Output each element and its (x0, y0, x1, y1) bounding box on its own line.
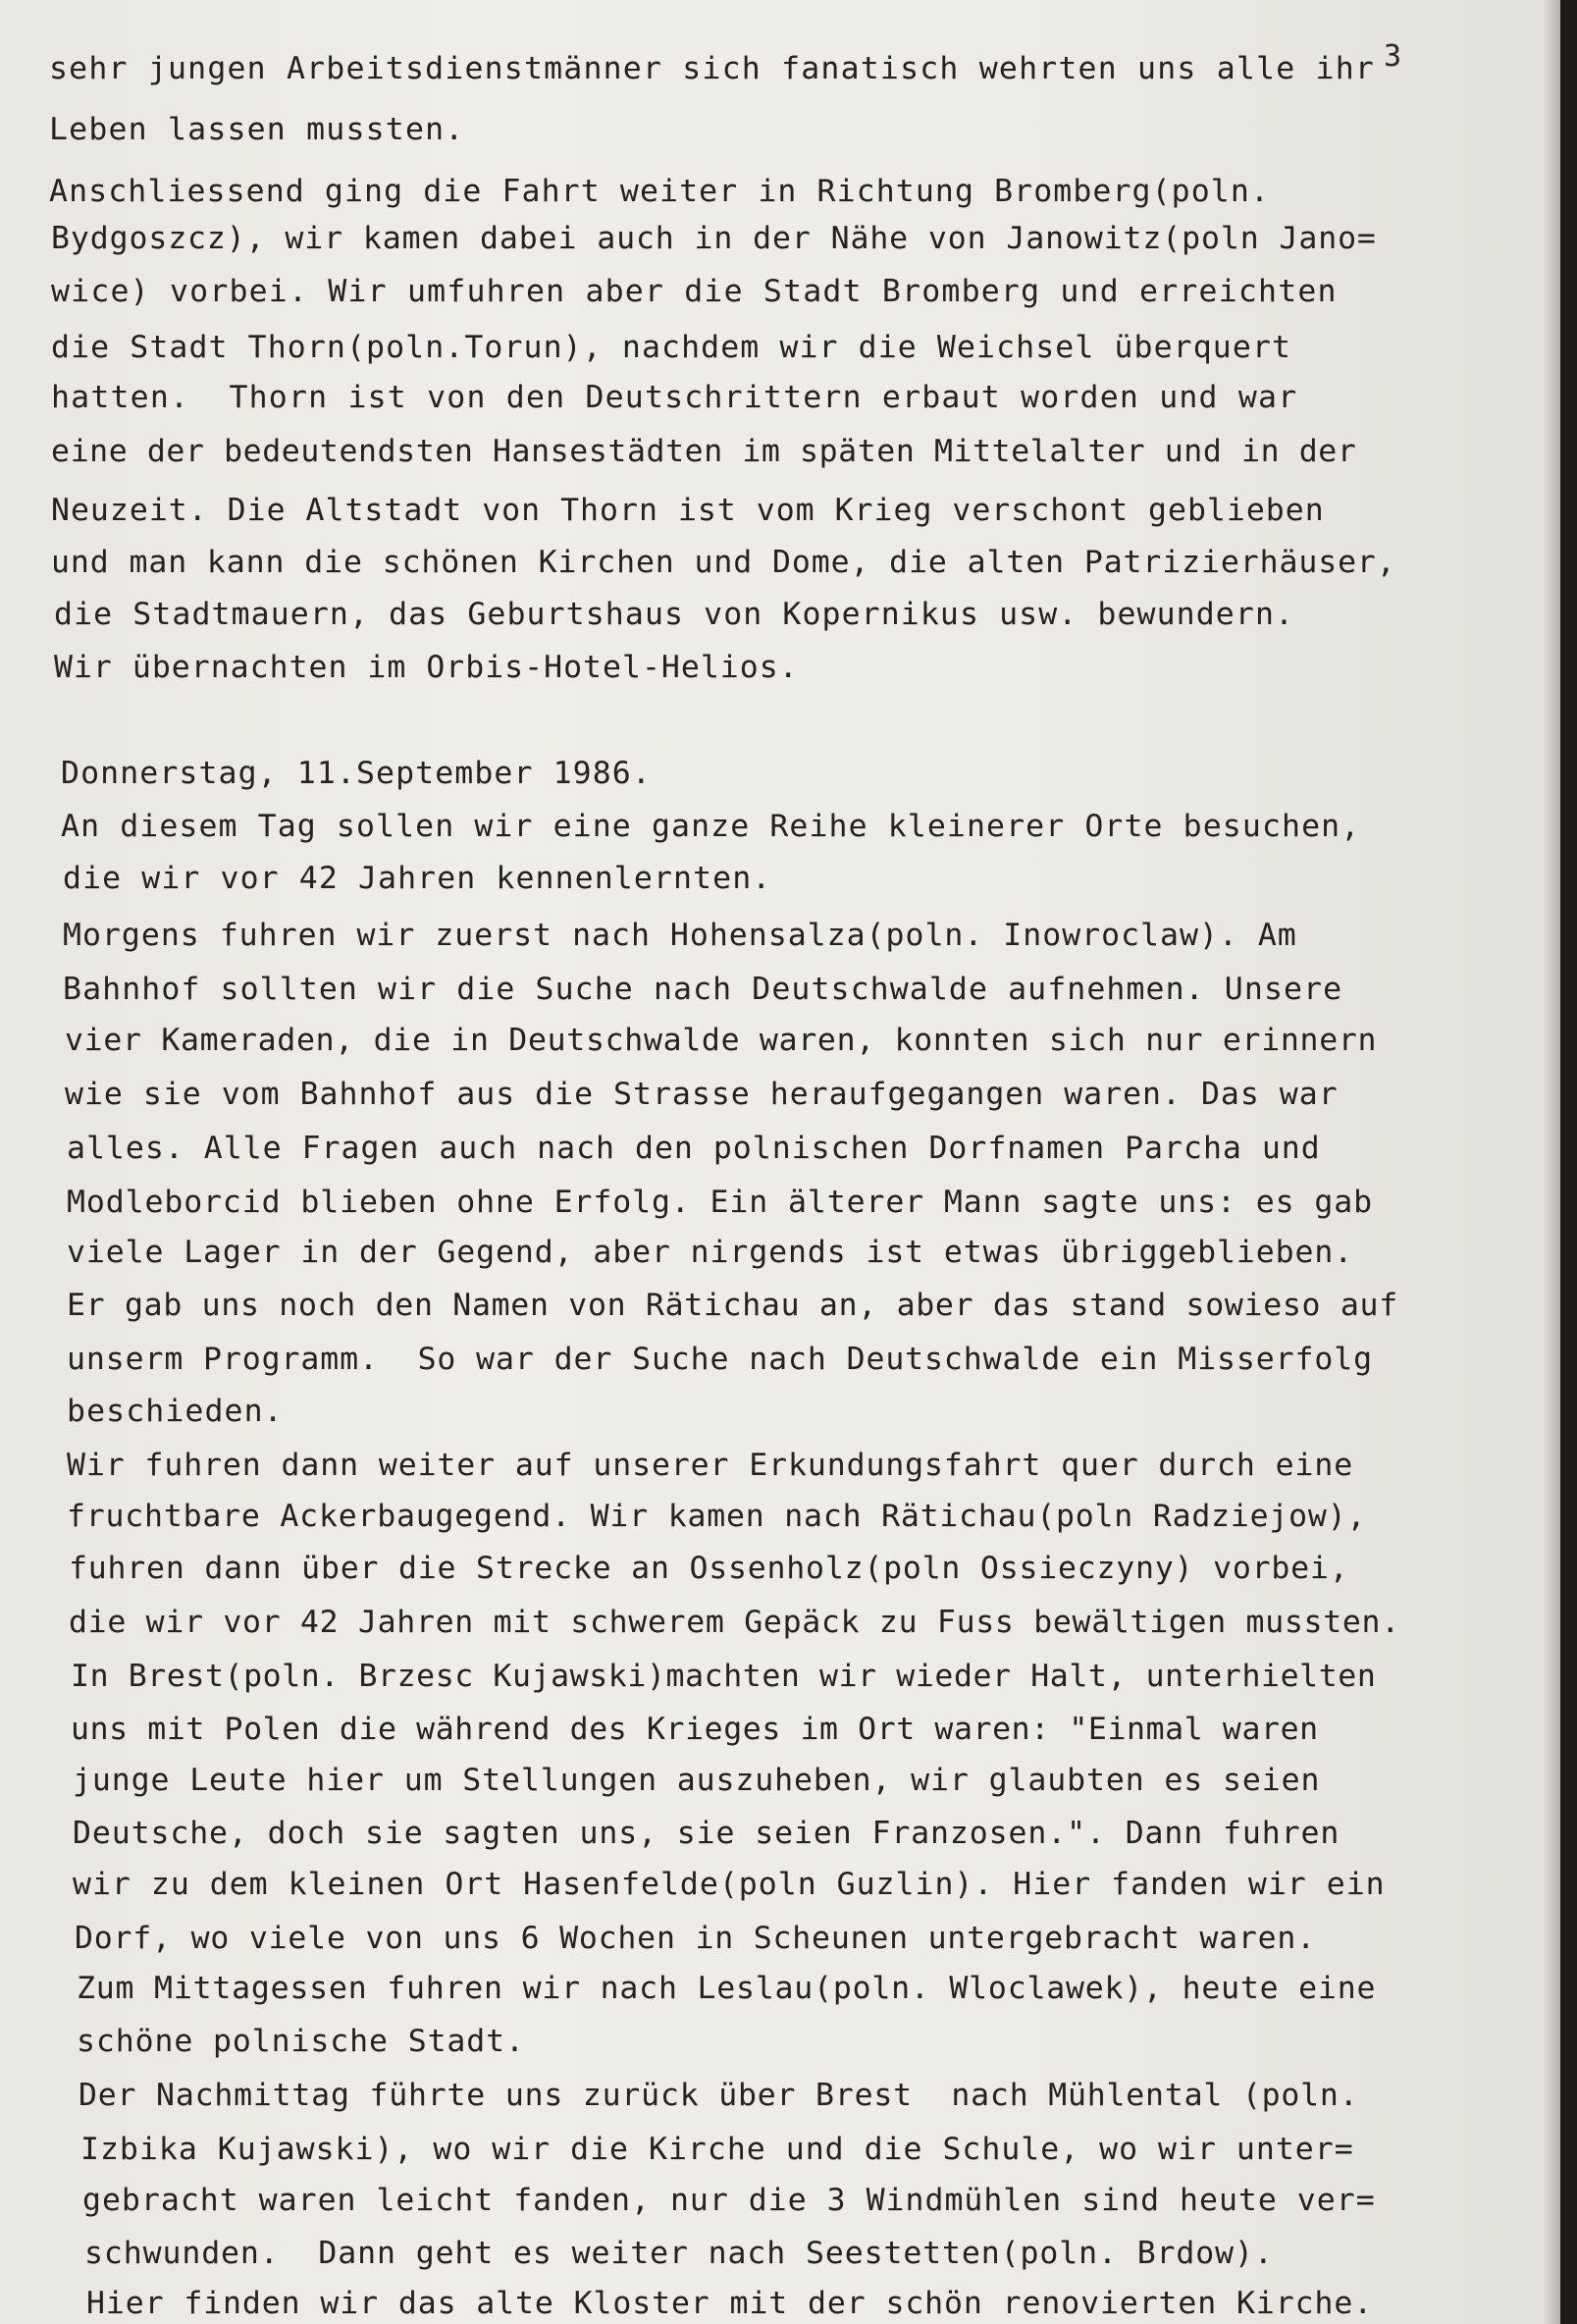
text-line: Neuzeit. Die Altstadt von Thorn ist vom Krieg verschont geblieben (51, 493, 1325, 528)
text-line: Wir fuhren dann weiter auf unserer Erkundungsfahrt quer durch eine (67, 1448, 1354, 1483)
text-line: gebracht waren leicht fanden, nur die 3 Windmühlen sind heute ver= (82, 2183, 1376, 2218)
text-line: Bahnhof sollten wir die Suche nach Deutschwalde aufnehmen. Unsere (63, 972, 1343, 1007)
text-line: Leben lassen mussten. (49, 112, 465, 147)
text-line: Dorf, wo viele von uns 6 Wochen in Scheunen untergebracht waren. (75, 1921, 1316, 1956)
page-number: 3 (1384, 39, 1402, 74)
text-line: An diesem Tag sollen wir eine ganze Reihe kleinerer Orte besuchen, (61, 809, 1361, 844)
text-line: Donnerstag, 11.September 1986. (61, 756, 652, 791)
text-line: die Stadt Thorn(poln.Torun), nachdem wir die Weichsel überquert (51, 330, 1292, 365)
text-line: Deutsche, doch sie sagten uns, sie seien Franzosen.". Dann fuhren (73, 1816, 1340, 1851)
text-line: Der Nachmittag führte uns zurück über Brest nach Mühlental (poln. (79, 2078, 1359, 2113)
text-line: wice) vorbei. Wir umfuhren aber die Stadt Bromberg und erreichten (51, 274, 1338, 309)
text-line: Modleborcid blieben ohne Erfolg. Ein älterer Mann sagte uns: es gab (67, 1185, 1373, 1220)
text-line: sehr jungen Arbeitsdienstmänner sich fanatisch wehrten uns alle ihr (49, 51, 1376, 86)
text-line: unserm Programm. So war der Suche nach Deutschwalde ein Misserfolg (67, 1342, 1373, 1377)
text-line: Er gab uns noch den Namen von Rätichau an, aber das stand sowieso auf (67, 1288, 1398, 1323)
text-line: schwunden. Dann geht es weiter nach Seestetten(poln. Brdow). (84, 2236, 1274, 2271)
text-line: eine der bedeutendsten Hansestädten im späten Mittelalter und in der (51, 434, 1357, 469)
text-line: Izbika Kujawski), wo wir die Kirche und die Schule, wo wir unter= (80, 2132, 1354, 2167)
text-line: hatten. Thorn ist von den Deutschrittern erbaut worden und war (51, 380, 1298, 415)
text-line: alles. Alle Fragen auch nach den polnischen Dorfnamen Parcha und (67, 1131, 1321, 1166)
text-line: Zum Mittagessen fuhren wir nach Leslau(poln. Wloclawek), heute eine (77, 1971, 1377, 2006)
text-line: fruchtbare Ackerbaugegend. Wir kamen nach Rätichau(poln Radziejow), (67, 1499, 1367, 1534)
text-line: die wir vor 42 Jahren mit schwerem Gepäck zu Fuss bewältigen mussten. (69, 1605, 1400, 1640)
text-line: In Brest(poln. Brzesc Kujawski)machten wir wieder Halt, unterhielten (71, 1659, 1377, 1694)
text-line: wir zu dem kleinen Ort Hasenfelde(poln Guzlin). Hier fanden wir ein (73, 1867, 1386, 1902)
text-line: beschieden. (67, 1394, 284, 1429)
text-line: viele Lager in der Gegend, aber nirgends ist etwas übriggeblieben. (67, 1235, 1354, 1270)
text-line: schöne polnische Stadt. (77, 2024, 525, 2059)
text-line: die Stadtmauern, das Geburtshaus von Kopernikus usw. bewundern. (54, 597, 1295, 632)
text-line: Hier finden wir das alte Kloster mit der schön renovierten Kirche. (86, 2286, 1374, 2321)
text-line: vier Kameraden, die in Deutschwalde waren, konnten sich nur erinnern (65, 1023, 1378, 1058)
text-line: und man kann die schönen Kirchen und Dome, die alten Patrizierhäuser, (51, 545, 1396, 580)
text-line: uns mit Polen die während des Krieges im Ort waren: "Einmal waren (71, 1712, 1319, 1747)
text-line: Morgens fuhren wir zuerst nach Hohensalza(poln. Inowroclaw). Am (63, 918, 1297, 953)
text-line: Bydgoszcz), wir kamen dabei auch in der Nähe von Janowitz(poln Jano= (51, 221, 1377, 256)
text-line: wie sie vom Bahnhof aus die Strasse heraufgegangen waren. Das war (65, 1077, 1339, 1112)
text-line: fuhren dann über die Strecke an Ossenholz(poln Ossieczyny) vorbei, (69, 1551, 1349, 1586)
text-line: junge Leute hier um Stellungen auszuheben, wir glaubten es seien (73, 1763, 1321, 1798)
text-line: die wir vor 42 Jahren kennenlernten. (63, 861, 772, 896)
text-line: Wir übernachten im Orbis-Hotel-Helios. (54, 650, 799, 685)
text-line: Anschliessend ging die Fahrt weiter in Richtung Bromberg(poln. (49, 174, 1271, 209)
